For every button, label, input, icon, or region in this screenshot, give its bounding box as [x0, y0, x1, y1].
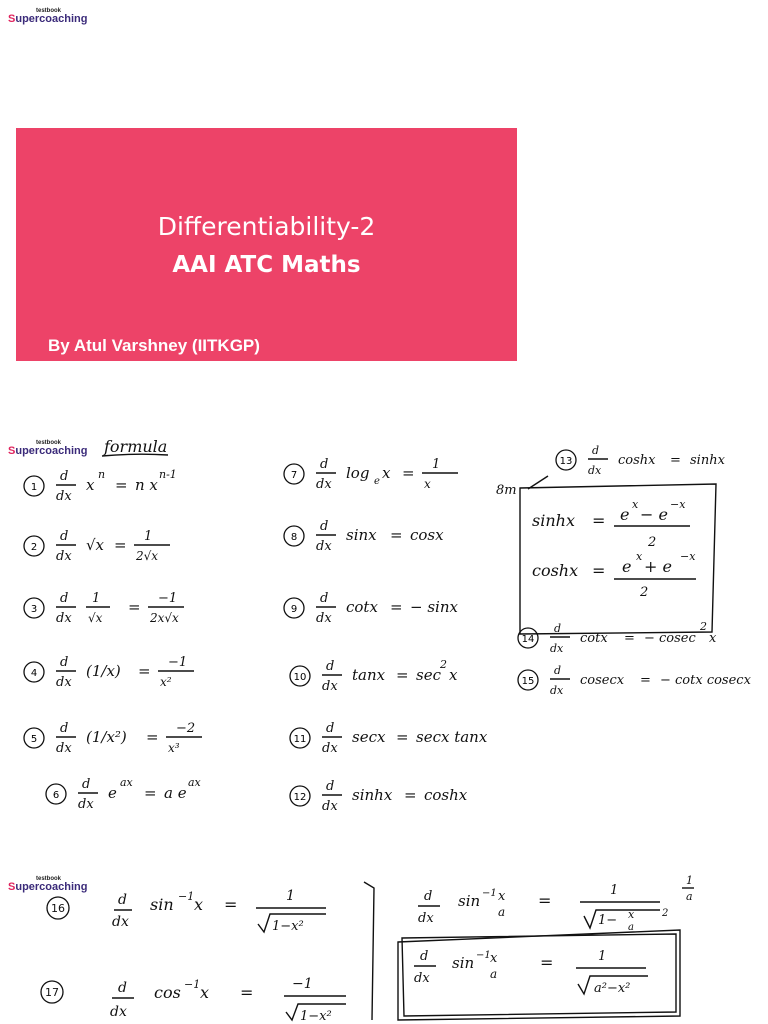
d-numerator: d: [326, 779, 335, 794]
svg-text:−1: −1: [292, 976, 313, 992]
formula-number: 14: [521, 634, 535, 645]
title-banner: [16, 128, 517, 361]
lhs-sub: e: [374, 476, 380, 487]
formula-number: 11: [293, 734, 307, 745]
formula-number: 10: [293, 672, 307, 683]
svg-text:1−: 1−: [598, 913, 618, 928]
brand-logo: testbook Supercoaching: [8, 440, 88, 457]
rhs-tail: x: [709, 631, 717, 646]
dx-denominator: dx: [550, 642, 564, 655]
equals: =: [146, 728, 159, 746]
lhs: tanx: [352, 666, 386, 684]
d-numerator: d: [554, 622, 562, 635]
dx-denominator: dx: [78, 797, 94, 812]
rhs-numerator: 1: [432, 457, 441, 472]
equals: =: [128, 598, 141, 616]
svg-text:=: =: [224, 895, 238, 914]
svg-text:1: 1: [610, 883, 619, 898]
svg-text:=: =: [540, 953, 554, 972]
svg-text:−1: −1: [184, 978, 201, 991]
lhs: x: [86, 476, 95, 494]
d-numerator: d: [60, 721, 69, 736]
svg-text:e: e: [620, 505, 630, 524]
rhs-numerator: −1: [158, 591, 178, 606]
svg-text:sin: sin: [150, 895, 174, 914]
dx-denominator: dx: [316, 611, 332, 626]
svg-text:=: =: [592, 561, 606, 580]
equals: =: [115, 476, 128, 494]
lhs: sinhx: [352, 786, 393, 804]
lhs: (1/x²): [86, 728, 127, 746]
d-numerator: d: [320, 457, 329, 472]
equals: =: [624, 631, 635, 646]
lhs: (1/x): [86, 662, 121, 680]
formula-number: 15: [521, 676, 535, 687]
svg-text:1−x²: 1−x²: [300, 1009, 332, 1024]
svg-text:a: a: [686, 890, 693, 903]
formula-number: 7: [290, 470, 298, 481]
rhs: a e: [164, 784, 187, 802]
rhs-numerator: 1: [144, 529, 153, 544]
svg-text:sin: sin: [458, 892, 481, 910]
svg-text:coshx: coshx: [532, 561, 579, 580]
svg-text:x: x: [490, 951, 498, 966]
svg-text:sin: sin: [452, 954, 475, 972]
lhs: cosecx: [580, 673, 625, 688]
lhs-sup: n: [98, 468, 106, 481]
formula-number: 2: [30, 542, 38, 553]
rhs-denominator: x³: [168, 741, 180, 755]
dx-denominator: dx: [322, 741, 338, 756]
equals: =: [390, 526, 403, 544]
svg-text:−x: −x: [670, 498, 686, 511]
svg-text:x: x: [632, 498, 639, 511]
badge-17: [41, 981, 63, 1003]
lhs: secx: [352, 728, 386, 746]
equals: =: [114, 536, 127, 554]
rhs: − cotx cosecx: [660, 673, 751, 688]
brand-logo: testbook Supercoaching: [8, 876, 88, 893]
equals: =: [138, 662, 151, 680]
svg-text:sinhx: sinhx: [532, 511, 575, 530]
d-numerator: d: [82, 777, 91, 792]
slide-subtitle: AAI ATC Maths: [172, 252, 361, 278]
rhs-sup: n-1: [159, 468, 177, 481]
svg-text:2: 2: [640, 585, 649, 600]
rhs-denominator: 2√x: [136, 549, 159, 563]
slide-inverse: [0, 870, 768, 1024]
svg-text:x: x: [498, 889, 506, 904]
lhs: coshx: [618, 453, 656, 468]
lhs: √x: [86, 536, 105, 554]
equals: =: [640, 673, 651, 688]
rhs: secx tanx: [416, 728, 488, 746]
svg-text:−1: −1: [482, 888, 497, 899]
d-numerator: d: [326, 659, 335, 674]
dx-denominator: dx: [56, 549, 72, 564]
svg-text:2: 2: [662, 908, 669, 919]
dx-denominator: dx: [550, 684, 564, 697]
svg-text:e: e: [622, 557, 632, 576]
svg-text:−1: −1: [178, 890, 195, 903]
d-numerator: d: [320, 591, 329, 606]
formula-number: 5: [30, 734, 38, 745]
svg-text:−x: −x: [680, 550, 696, 563]
rhs-denominator: x: [424, 477, 431, 491]
rhs-sup: ax: [188, 776, 201, 789]
formula-number: 13: [559, 456, 573, 467]
svg-text:dx: dx: [414, 971, 430, 986]
dx-denominator: dx: [56, 489, 72, 504]
dx-denominator: dx: [322, 799, 338, 814]
svg-text:x: x: [636, 550, 643, 563]
d-numerator: d: [320, 519, 329, 534]
svg-text:x: x: [200, 983, 210, 1002]
svg-text:1: 1: [598, 949, 607, 964]
rhs-numerator: −2: [176, 721, 196, 736]
rhs: sec: [416, 666, 441, 684]
rhs-denominator: x²: [160, 675, 172, 689]
brand-small: testbook: [36, 8, 62, 14]
svg-text:=: =: [240, 983, 254, 1002]
d-numerator: d: [60, 529, 69, 544]
rhs: − cosec: [644, 631, 696, 646]
dx-denominator: dx: [322, 679, 338, 694]
svg-text:−1: −1: [476, 950, 491, 961]
svg-text:d: d: [424, 889, 433, 904]
formula-number: 12: [293, 792, 307, 803]
equals: =: [670, 453, 681, 468]
svg-text:16: 16: [51, 902, 65, 915]
badge-16: [47, 897, 69, 919]
brand-logo: [8, 8, 87, 25]
d-numerator: d: [554, 664, 562, 677]
rhs: cosx: [410, 526, 444, 544]
lhs: cotx: [580, 631, 608, 646]
svg-text:dx: dx: [110, 1004, 127, 1020]
d-numerator: d: [326, 721, 335, 736]
svg-text:=: =: [538, 891, 552, 910]
equals: =: [404, 786, 417, 804]
rhs-numerator: −1: [168, 655, 188, 670]
svg-text:17: 17: [45, 986, 59, 999]
formula-number: 6: [52, 790, 60, 801]
d-numerator: d: [60, 655, 69, 670]
lhs: log: [346, 464, 370, 482]
svg-text:d: d: [118, 892, 127, 908]
dx-denominator: dx: [56, 611, 72, 626]
formula-number: 4: [30, 668, 38, 679]
svg-text:d: d: [420, 949, 429, 964]
d-numerator: d: [60, 469, 69, 484]
equals: =: [144, 784, 157, 802]
svg-text:=: =: [592, 511, 606, 530]
svg-text:cos: cos: [154, 983, 181, 1002]
svg-text:+ e: + e: [644, 557, 672, 576]
brand-main: Supercoaching: [8, 13, 88, 25]
equals: =: [396, 666, 409, 684]
author-line: By Atul Varshney (IITKGP): [48, 336, 260, 355]
slide-title: [0, 0, 768, 400]
svg-text:a: a: [628, 922, 634, 933]
rhs: sinhx: [690, 453, 725, 468]
rhs-denominator: 2x√x: [150, 611, 179, 625]
inverse-formulas: [0, 870, 768, 1024]
equals: =: [390, 598, 403, 616]
rhs-tail: x: [449, 666, 458, 684]
svg-text:1: 1: [686, 874, 693, 887]
lhs-tail: x: [382, 464, 391, 482]
svg-text:d: d: [118, 980, 127, 996]
rhs-sup: 2: [440, 658, 447, 671]
svg-text:dx: dx: [418, 911, 434, 926]
svg-text:x: x: [194, 895, 204, 914]
lhs: e: [108, 784, 117, 802]
formula-sheet: [0, 426, 768, 826]
formula-heading: formula: [104, 437, 168, 456]
rhs: n x: [135, 476, 158, 494]
lhs: sinx: [346, 526, 377, 544]
note: 8m: [496, 483, 517, 498]
formula-number: 8: [290, 532, 298, 543]
rhs: − sinx: [410, 598, 458, 616]
svg-text:a: a: [498, 905, 506, 919]
d-numerator: d: [592, 444, 600, 457]
dx-denominator: dx: [588, 464, 602, 477]
dx-denominator: dx: [56, 741, 72, 756]
dx-denominator: dx: [316, 539, 332, 554]
dx-denominator: dx: [56, 675, 72, 690]
slide-formulas: [0, 426, 768, 826]
equals: =: [402, 464, 415, 482]
formula-number: 9: [290, 604, 298, 615]
svg-text:1: 1: [286, 888, 295, 904]
svg-text:1−x²: 1−x²: [272, 919, 304, 934]
lhs-sup: ax: [120, 776, 133, 789]
equals: =: [396, 728, 409, 746]
formula-number: 3: [30, 604, 38, 615]
lhs-numerator: 1: [92, 591, 101, 606]
svg-text:− e: − e: [640, 505, 668, 524]
formula-number: 1: [30, 482, 38, 493]
svg-text:a: a: [490, 967, 498, 981]
d-numerator: d: [60, 591, 69, 606]
rhs-sup: 2: [700, 620, 707, 633]
dx-denominator: dx: [316, 477, 332, 492]
rhs: coshx: [424, 786, 468, 804]
lhs-denominator: √x: [88, 611, 103, 625]
svg-text:dx: dx: [112, 914, 129, 930]
svg-text:x: x: [628, 908, 635, 921]
slide-title-text: Differentiability-2: [157, 212, 376, 241]
svg-text:2: 2: [648, 535, 657, 550]
lhs: cotx: [346, 598, 378, 616]
boxed-formula: [402, 934, 676, 1016]
svg-text:a²−x²: a²−x²: [594, 981, 631, 996]
